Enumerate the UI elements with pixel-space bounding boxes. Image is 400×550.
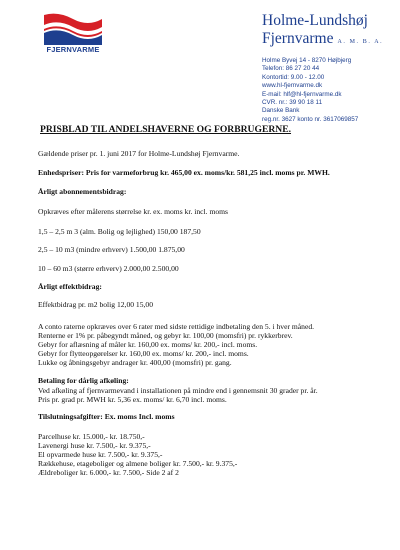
cooling-heading: Betaling for dårlig afkøling: bbox=[38, 376, 129, 385]
phone-line: Telefon: 86 27 20 44 bbox=[262, 65, 320, 73]
account-line: reg.nr. 3627 konto nr. 3617069857 bbox=[262, 115, 359, 123]
effect-heading: Årligt effektbidrag: bbox=[38, 282, 102, 291]
fee-line: A conto raterne opkræves over 6 rater med sidste rettidige indbetaling den 5. i hver måned. bbox=[38, 322, 315, 331]
fee-line: Renterne er 1% pr. påbegyndt måned, og gebyr kr. 100,00 (momsfri) pr. rykkerbrev. bbox=[38, 331, 293, 340]
effect-row: Effektbidrag pr. m2 bolig 12,00 15,00 bbox=[38, 300, 154, 309]
annual-heading: Årligt abonnementsbidrag: bbox=[38, 187, 127, 196]
email-link[interactable]: E-mail: hlf@hl-fjernvarme.dk bbox=[262, 90, 342, 98]
website-link[interactable]: www.hl-fjernvarme.dk bbox=[262, 82, 323, 90]
connection-row: Parcelhuse kr. 15.000,- kr. 18.750,- bbox=[38, 432, 145, 441]
connection-row: Lavenergi huse kr. 7.500,- kr. 9.375,- bbox=[38, 441, 151, 450]
bank-line: Danske Bank bbox=[262, 107, 300, 115]
cvr-line: CVR. nr.: 39 90 18 11 bbox=[262, 99, 323, 107]
unit-price-text: Enhedspriser: Pris for varmeforbrug kr. 465,00 ex. moms/kr. 581,25 incl. moms pr. MWH. bbox=[38, 168, 330, 177]
company-name bbox=[262, 12, 383, 48]
annual-row: 10 – 60 m3 (større erhverv) 2.000,00 2.500,00 bbox=[38, 264, 179, 273]
cooling-line: Pris pr. grad pr. MWH kr. 5,36 ex. moms/ kr. 6,70 incl. moms. bbox=[38, 395, 227, 404]
annual-row: 1,5 – 2,5 m 3 (alm. Bolig og lejlighed) 150,00 187,50 bbox=[38, 227, 201, 236]
fee-line: Lukke og åbningsgebyr andrager kr. 400,00 (momsfri) pr. gang. bbox=[38, 358, 232, 367]
company-suffix: A. M. B. A. bbox=[337, 38, 384, 45]
address-line: Holme Byvej 14 - 8270 Højbjerg bbox=[262, 57, 352, 64]
annual-intro: Opkræves efter målerens størrelse kr. ex. moms kr. incl. moms bbox=[38, 207, 229, 216]
fee-line: Gebyr for aflæsning af måler kr. 160,00 ex. moms/ kr. 200,- incl. moms. bbox=[38, 340, 258, 349]
fee-line: Gebyr for flytteopgørelser kr. 160,00 ex. moms/ kr. 200,- incl. moms. bbox=[38, 349, 249, 358]
intro-text: Gældende priser pr. 1. juni 2017 for Holme-Lundshøj Fjernvarme. bbox=[38, 149, 240, 158]
address-block bbox=[262, 57, 358, 124]
page-title: PRISBLAD TIL ANDELSHAVERNE OG FORBRUGERNE. bbox=[40, 124, 292, 135]
connection-row: Rækkehuse, etageboliger og almene boliger kr. 7.500,- kr. 9.375,- bbox=[38, 459, 238, 468]
logo-wordmark: FJERNVARME bbox=[46, 45, 100, 54]
connection-row: El opvarmede huse kr. 7.500,- kr. 9.375,- bbox=[38, 450, 163, 459]
connection-heading: Tilslutningsafgifter: Ex. moms Incl. moms bbox=[38, 412, 175, 421]
office-hours-line: Kontortid: 9.00 - 12.00 bbox=[262, 73, 325, 81]
company-name-line2: Fjernvarme bbox=[262, 29, 334, 47]
annual-row: 2,5 – 10 m3 (mindre erhverv) 1.500,00 1.875,00 bbox=[38, 245, 185, 254]
connection-row: Ældreboliger kr. 6.000,- kr. 7.500,- Side 2 af 2 bbox=[38, 468, 179, 477]
company-name-line1: Holme-Lundshøj bbox=[262, 12, 368, 29]
cooling-line: Ved afkøling af fjernvarmevand i installationen på mindre end i gennemsnit 30 grader pr. år. bbox=[38, 386, 318, 395]
